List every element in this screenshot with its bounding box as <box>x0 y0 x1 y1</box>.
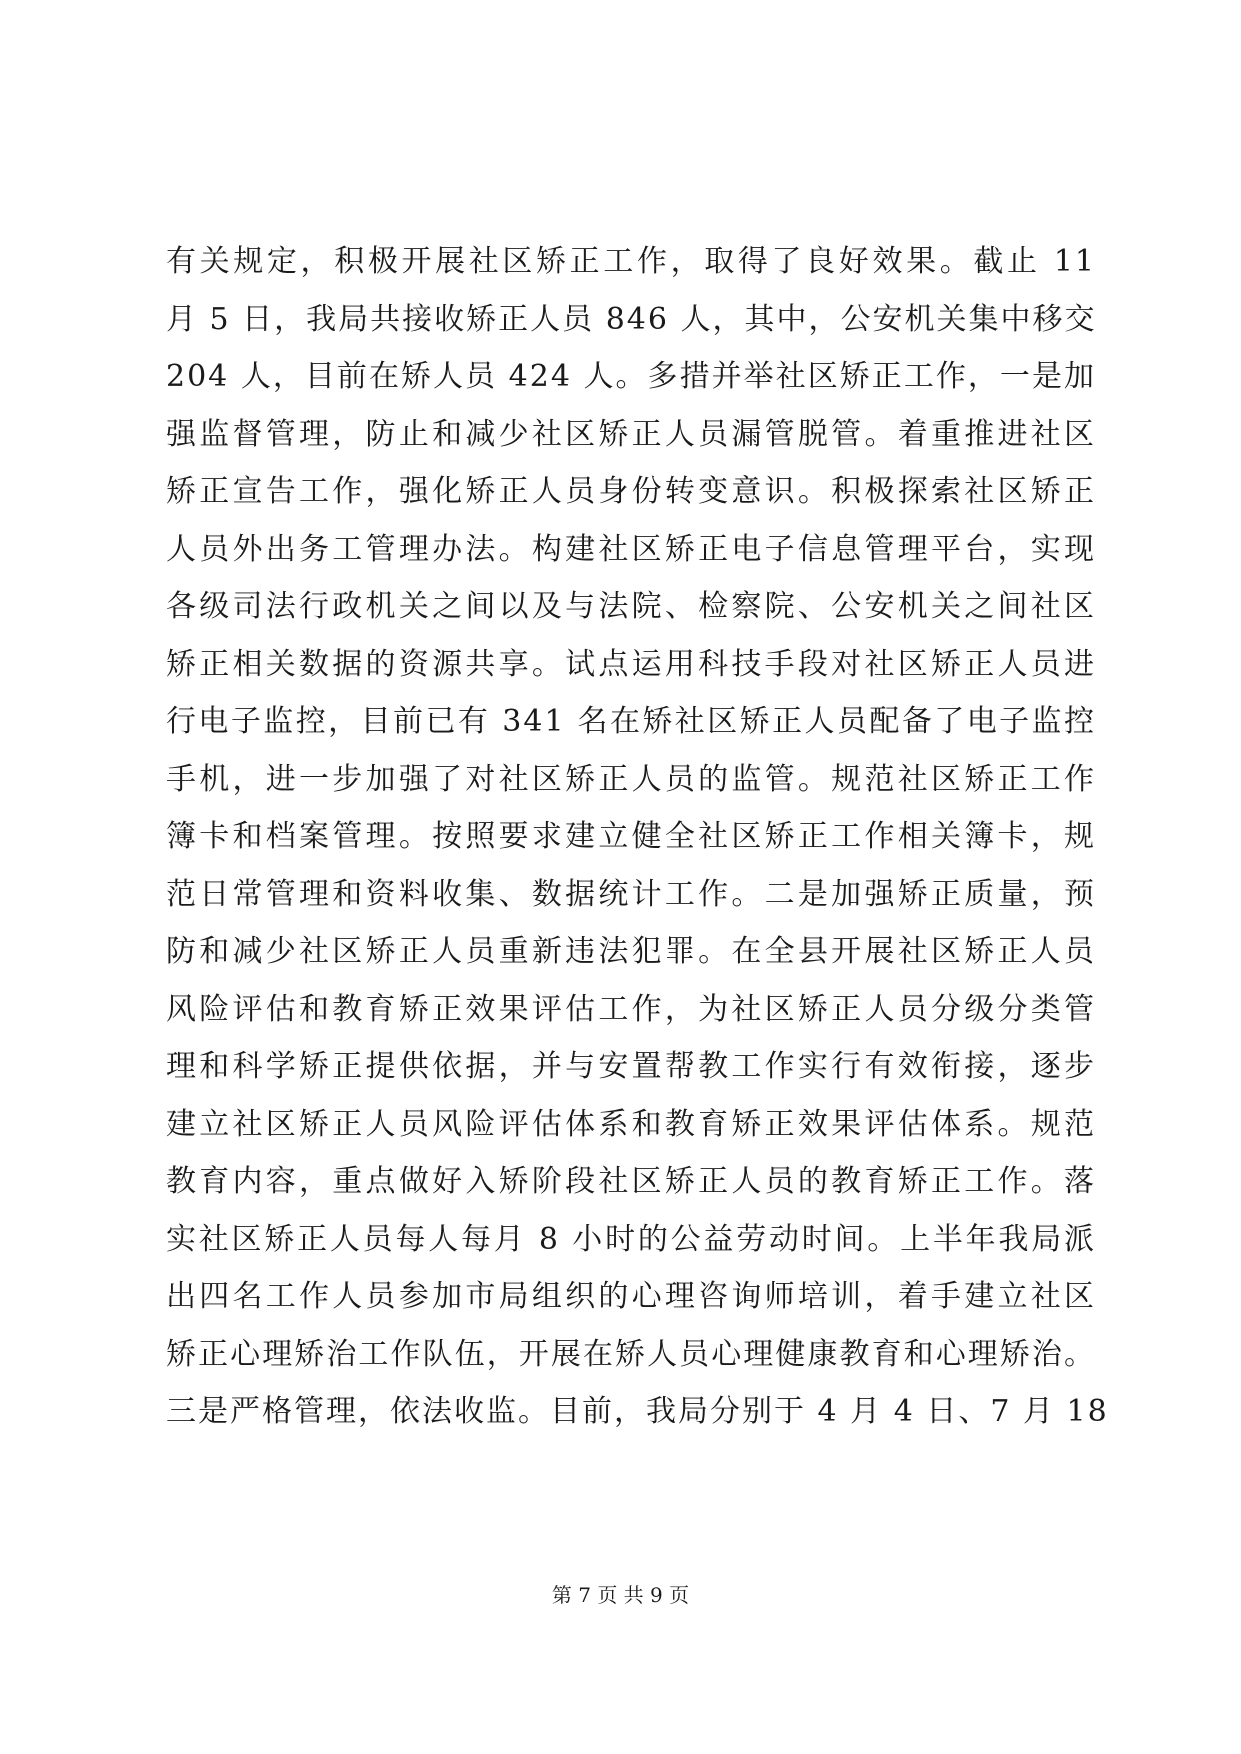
text-line: 矫正宣告工作，强化矫正人员身份转变意识。积极探索社区矫正 <box>166 474 1096 509</box>
text-line: 三是严格管理，依法收监。目前，我局分别于 4 月 4 日、7 月 18 <box>166 1394 1109 1429</box>
text-line: 建立社区矫正人员风险评估体系和教育矫正效果评估体系。规范 <box>166 1106 1096 1142</box>
text-line: 204 人，目前在矫人员 424 人。多措并举社区矫正工作，一是加 <box>166 359 1096 394</box>
text-line: 簿卡和档案管理。按照要求建立健全社区矫正工作相关簿卡，规 <box>166 819 1096 854</box>
text-line: 人员外出务工管理办法。构建社区矫正电子信息管理平台，实现 <box>166 531 1096 567</box>
text-line: 各级司法行政机关之间以及与法院、检察院、公安机关之间社区 <box>166 589 1096 624</box>
text-line: 出四名工作人员参加市局组织的心理咨询师培训，着手建立社区 <box>166 1279 1096 1314</box>
text-line: 手机，进一步加强了对社区矫正人员的监管。规范社区矫正工作 <box>166 761 1096 797</box>
text-line: 行电子监控，目前已有 341 名在矫社区矫正人员配备了电子监控 <box>166 704 1096 739</box>
text-line: 有关规定，积极开展社区矫正工作，取得了良好效果。截止 11 <box>166 244 1096 279</box>
text-line: 矫正相关数据的资源共享。试点运用科技手段对社区矫正人员进 <box>166 646 1096 682</box>
text-line: 月 5 日，我局共接收矫正人员 846 人，其中，公安机关集中移交 <box>166 301 1097 337</box>
text-line: 防和减少社区矫正人员重新违法犯罪。在全县开展社区矫正人员 <box>166 934 1096 969</box>
text-line: 教育内容，重点做好入矫阶段社区矫正人员的教育矫正工作。落 <box>166 1164 1096 1199</box>
page-number-footer: 第 7 页 共 9 页 <box>551 1583 690 1607</box>
text-line: 理和科学矫正提供依据，并与安置帮教工作实行有效衔接，逐步 <box>166 1049 1096 1084</box>
text-line: 范日常管理和资料收集、数据统计工作。二是加强矫正质量，预 <box>166 876 1096 912</box>
text-line: 风险评估和教育矫正效果评估工作，为社区矫正人员分级分类管 <box>166 991 1096 1027</box>
body-paragraph <box>166 233 1109 1441</box>
text-line: 实社区矫正人员每人每月 8 小时的公益劳动时间。上半年我局派 <box>166 1221 1096 1257</box>
text-line: 强监督管理，防止和减少社区矫正人员漏管脱管。着重推进社区 <box>166 416 1096 452</box>
text-line: 矫正心理矫治工作队伍，开展在矫人员心理健康教育和心理矫治。 <box>166 1336 1096 1372</box>
